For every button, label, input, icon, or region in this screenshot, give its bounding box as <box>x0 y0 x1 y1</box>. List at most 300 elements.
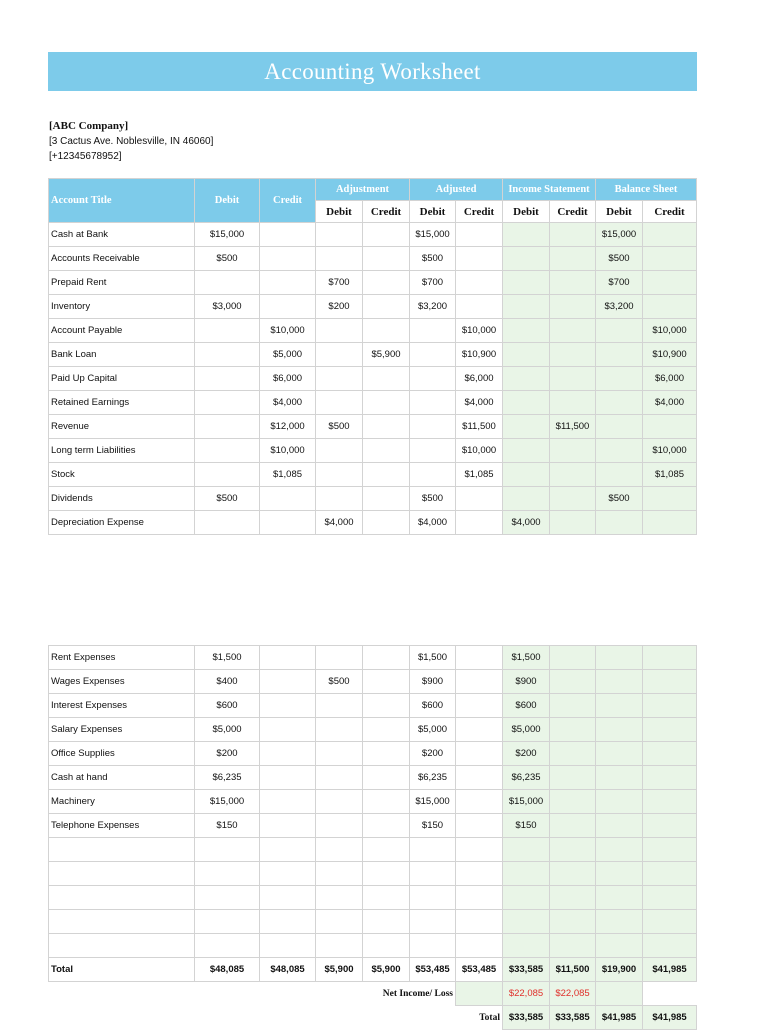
header-balance-sheet: Balance Sheet <box>596 179 697 201</box>
header-debit: Debit <box>195 179 260 223</box>
account-title-cell: Machinery <box>49 790 195 814</box>
amount-cell <box>456 247 503 271</box>
amount-cell: $4,000 <box>260 391 316 415</box>
amount-cell <box>550 487 596 511</box>
amount-cell <box>550 766 596 790</box>
company-phone: [+12345678952] <box>49 151 122 162</box>
amount-cell <box>643 718 697 742</box>
amount-cell <box>550 511 596 535</box>
amount-cell <box>316 838 363 862</box>
amount-cell: $3,000 <box>195 295 260 319</box>
amount-cell: $15,000 <box>410 223 456 247</box>
account-title-cell: Depreciation Expense <box>49 511 195 535</box>
amount-cell <box>456 223 503 247</box>
amount-cell <box>260 814 316 838</box>
total-cell: $11,500 <box>550 958 596 982</box>
amount-cell <box>316 439 363 463</box>
amount-cell <box>260 742 316 766</box>
amount-cell <box>363 814 410 838</box>
amount-cell: $1,500 <box>410 646 456 670</box>
subheader-adjustment-credit: Credit <box>363 201 410 223</box>
amount-cell <box>195 862 260 886</box>
table-row <box>49 742 697 766</box>
table-row <box>49 670 697 694</box>
total-cell: $41,985 <box>643 958 697 982</box>
amount-cell <box>596 439 643 463</box>
amount-cell <box>316 886 363 910</box>
amount-cell <box>195 910 260 934</box>
amount-cell <box>550 223 596 247</box>
amount-cell: $500 <box>596 487 643 511</box>
grand-total-row <box>49 1006 697 1030</box>
amount-cell: $5,000 <box>260 343 316 367</box>
grand-total-label: Total <box>479 1013 500 1024</box>
amount-cell <box>643 790 697 814</box>
amount-cell <box>316 718 363 742</box>
amount-cell <box>316 694 363 718</box>
account-title-cell: Wages Expenses <box>49 670 195 694</box>
amount-cell <box>363 766 410 790</box>
amount-cell <box>363 670 410 694</box>
amount-cell: $6,235 <box>503 766 550 790</box>
amount-cell: $1,085 <box>260 463 316 487</box>
amount-cell <box>260 271 316 295</box>
account-title-cell: Inventory <box>49 295 195 319</box>
amount-cell <box>550 391 596 415</box>
amount-cell <box>503 247 550 271</box>
amount-cell: $700 <box>410 271 456 295</box>
amount-cell <box>363 718 410 742</box>
subheader-adjusted-credit: Credit <box>456 201 503 223</box>
amount-cell <box>643 487 697 511</box>
amount-cell <box>410 463 456 487</box>
amount-cell <box>456 790 503 814</box>
account-title-cell: Interest Expenses <box>49 694 195 718</box>
amount-cell <box>503 295 550 319</box>
amount-cell <box>550 463 596 487</box>
amount-cell <box>643 766 697 790</box>
amount-cell <box>503 838 550 862</box>
company-address: [3 Cactus Ave. Noblesville, IN 46060] <box>49 136 214 147</box>
amount-cell <box>456 694 503 718</box>
amount-cell <box>260 766 316 790</box>
amount-cell <box>550 646 596 670</box>
amount-cell <box>456 295 503 319</box>
amount-cell: $150 <box>503 814 550 838</box>
amount-cell <box>410 439 456 463</box>
amount-cell <box>596 319 643 343</box>
account-title-cell: Rent Expenses <box>49 646 195 670</box>
amount-cell <box>410 343 456 367</box>
amount-cell <box>316 367 363 391</box>
amount-cell: $6,000 <box>643 367 697 391</box>
amount-cell <box>550 319 596 343</box>
amount-cell <box>503 319 550 343</box>
amount-cell: $600 <box>410 694 456 718</box>
amount-cell <box>195 886 260 910</box>
account-title-cell: Salary Expenses <box>49 718 195 742</box>
total-cell: $5,900 <box>316 958 363 982</box>
amount-cell <box>410 838 456 862</box>
worksheet-table-bottom <box>48 645 697 1030</box>
amount-cell <box>410 415 456 439</box>
amount-cell: $150 <box>195 814 260 838</box>
amount-cell <box>456 838 503 862</box>
amount-cell: $15,000 <box>410 790 456 814</box>
amount-cell: $15,000 <box>195 790 260 814</box>
amount-cell <box>503 910 550 934</box>
amount-cell: $4,000 <box>503 511 550 535</box>
amount-cell <box>316 814 363 838</box>
amount-cell <box>363 511 410 535</box>
amount-cell <box>596 511 643 535</box>
amount-cell <box>316 910 363 934</box>
amount-cell: $3,200 <box>596 295 643 319</box>
table-row <box>49 814 697 838</box>
amount-cell <box>363 439 410 463</box>
amount-cell <box>503 391 550 415</box>
amount-cell <box>316 223 363 247</box>
amount-cell <box>363 463 410 487</box>
amount-cell <box>550 271 596 295</box>
account-title-cell: Account Payable <box>49 319 195 343</box>
amount-cell: $4,000 <box>456 391 503 415</box>
amount-cell <box>260 838 316 862</box>
amount-cell <box>316 247 363 271</box>
table-row <box>49 694 697 718</box>
account-title-cell: Prepaid Rent <box>49 271 195 295</box>
amount-cell <box>643 670 697 694</box>
amount-cell <box>550 838 596 862</box>
table-row <box>49 886 697 910</box>
net-income-row <box>49 982 697 1006</box>
amount-cell <box>456 766 503 790</box>
amount-cell <box>643 742 697 766</box>
amount-cell <box>363 319 410 343</box>
amount-cell <box>260 223 316 247</box>
amount-cell <box>195 367 260 391</box>
amount-cell <box>363 790 410 814</box>
account-title-cell: Revenue <box>49 415 195 439</box>
table-row <box>49 487 697 511</box>
amount-cell <box>643 694 697 718</box>
amount-cell <box>503 463 550 487</box>
amount-cell <box>503 886 550 910</box>
amount-cell: $500 <box>410 247 456 271</box>
amount-cell <box>456 511 503 535</box>
amount-cell: $5,000 <box>503 718 550 742</box>
account-title-cell: Telephone Expenses <box>49 814 195 838</box>
amount-cell: $900 <box>410 670 456 694</box>
amount-cell <box>316 742 363 766</box>
amount-cell <box>643 415 697 439</box>
amount-cell <box>316 862 363 886</box>
account-title-cell: Cash at Bank <box>49 223 195 247</box>
table-row <box>49 718 697 742</box>
table-row <box>49 862 697 886</box>
account-title-cell: Retained Earnings <box>49 391 195 415</box>
amount-cell <box>363 415 410 439</box>
amount-cell: $10,000 <box>456 319 503 343</box>
amount-cell <box>316 391 363 415</box>
subheader-adjusted-debit: Debit <box>410 201 456 223</box>
net-income-cell <box>456 982 503 1006</box>
amount-cell <box>260 718 316 742</box>
amount-cell: $500 <box>195 247 260 271</box>
account-title-cell: Bank Loan <box>49 343 195 367</box>
amount-cell <box>596 718 643 742</box>
amount-cell: $15,000 <box>195 223 260 247</box>
amount-cell <box>550 934 596 958</box>
total-cell: $33,585 <box>503 958 550 982</box>
amount-cell <box>643 271 697 295</box>
table-row <box>49 367 697 391</box>
amount-cell <box>195 838 260 862</box>
table-row <box>49 934 697 958</box>
amount-cell <box>363 391 410 415</box>
amount-cell <box>550 670 596 694</box>
account-title-cell: Office Supplies <box>49 742 195 766</box>
amount-cell <box>363 742 410 766</box>
amount-cell: $400 <box>195 670 260 694</box>
amount-cell <box>456 271 503 295</box>
grand-total-cell: $33,585 <box>550 1006 596 1030</box>
amount-cell <box>316 343 363 367</box>
amount-cell <box>456 934 503 958</box>
amount-cell <box>456 814 503 838</box>
amount-cell: $10,000 <box>260 319 316 343</box>
amount-cell <box>456 487 503 511</box>
amount-cell <box>503 223 550 247</box>
account-title-cell <box>49 862 195 886</box>
amount-cell <box>410 886 456 910</box>
amount-cell: $4,000 <box>643 391 697 415</box>
amount-cell <box>596 814 643 838</box>
amount-cell: $10,900 <box>643 343 697 367</box>
amount-cell <box>596 694 643 718</box>
header-account-title: Account Title <box>49 179 195 223</box>
amount-cell <box>550 367 596 391</box>
amount-cell: $600 <box>195 694 260 718</box>
amount-cell <box>596 463 643 487</box>
amount-cell <box>195 343 260 367</box>
amount-cell <box>260 511 316 535</box>
amount-cell <box>503 271 550 295</box>
table-row <box>49 910 697 934</box>
amount-cell: $6,235 <box>195 766 260 790</box>
table-row <box>49 271 697 295</box>
amount-cell: $6,000 <box>456 367 503 391</box>
amount-cell <box>195 415 260 439</box>
amount-cell: $500 <box>316 415 363 439</box>
amount-cell <box>260 247 316 271</box>
amount-cell <box>195 934 260 958</box>
amount-cell <box>596 415 643 439</box>
amount-cell <box>456 886 503 910</box>
account-title-cell <box>49 934 195 958</box>
amount-cell <box>456 646 503 670</box>
table-row <box>49 838 697 862</box>
amount-cell: $200 <box>503 742 550 766</box>
amount-cell <box>260 886 316 910</box>
table-row <box>49 766 697 790</box>
amount-cell: $15,000 <box>503 790 550 814</box>
account-title-cell <box>49 886 195 910</box>
amount-cell <box>550 439 596 463</box>
amount-cell <box>260 910 316 934</box>
amount-cell <box>643 934 697 958</box>
amount-cell: $1,500 <box>503 646 550 670</box>
amount-cell <box>596 646 643 670</box>
header-credit: Credit <box>260 179 316 223</box>
amount-cell <box>316 319 363 343</box>
net-income-cell: $22,085 <box>503 982 550 1006</box>
amount-cell: $500 <box>195 487 260 511</box>
amount-cell <box>550 718 596 742</box>
header-adjustment: Adjustment <box>316 179 410 201</box>
amount-cell <box>596 367 643 391</box>
amount-cell <box>643 838 697 862</box>
amount-cell <box>596 766 643 790</box>
grand-total-cell: $41,985 <box>643 1006 697 1030</box>
amount-cell: $1,085 <box>643 463 697 487</box>
amount-cell <box>260 790 316 814</box>
amount-cell <box>363 862 410 886</box>
amount-cell <box>643 886 697 910</box>
amount-cell <box>410 367 456 391</box>
table-row <box>49 295 697 319</box>
account-title-cell <box>49 910 195 934</box>
amount-cell <box>643 862 697 886</box>
amount-cell <box>316 646 363 670</box>
amount-cell <box>260 295 316 319</box>
grand-total-cell: $33,585 <box>503 1006 550 1030</box>
amount-cell <box>316 463 363 487</box>
amount-cell <box>596 862 643 886</box>
amount-cell <box>316 766 363 790</box>
amount-cell <box>550 343 596 367</box>
amount-cell: $600 <box>503 694 550 718</box>
amount-cell <box>550 694 596 718</box>
amount-cell: $500 <box>410 487 456 511</box>
amount-cell <box>596 742 643 766</box>
amount-cell <box>363 886 410 910</box>
amount-cell <box>550 295 596 319</box>
amount-cell <box>363 910 410 934</box>
amount-cell <box>316 487 363 511</box>
amount-cell <box>410 391 456 415</box>
table-row <box>49 463 697 487</box>
amount-cell <box>456 862 503 886</box>
amount-cell: $700 <box>596 271 643 295</box>
table-row <box>49 391 697 415</box>
amount-cell <box>195 271 260 295</box>
amount-cell <box>260 694 316 718</box>
amount-cell: $200 <box>410 742 456 766</box>
subheader-income-credit: Credit <box>550 201 596 223</box>
subheader-balance-credit: Credit <box>643 201 697 223</box>
amount-cell <box>363 694 410 718</box>
amount-cell <box>260 862 316 886</box>
account-title-cell: Long term Liabilities <box>49 439 195 463</box>
subheader-adjustment-debit: Debit <box>316 201 363 223</box>
amount-cell: $11,500 <box>456 415 503 439</box>
amount-cell <box>195 511 260 535</box>
amount-cell <box>456 910 503 934</box>
amount-cell: $10,000 <box>643 319 697 343</box>
amount-cell: $200 <box>316 295 363 319</box>
amount-cell <box>363 934 410 958</box>
amount-cell <box>316 934 363 958</box>
table-row <box>49 511 697 535</box>
amount-cell: $900 <box>503 670 550 694</box>
amount-cell <box>316 790 363 814</box>
net-income-cell: $22,085 <box>550 982 596 1006</box>
amount-cell <box>363 271 410 295</box>
total-cell: $48,085 <box>195 958 260 982</box>
amount-cell <box>195 463 260 487</box>
amount-cell <box>195 319 260 343</box>
table-row <box>49 646 697 670</box>
amount-cell: $6,235 <box>410 766 456 790</box>
total-cell: $5,900 <box>363 958 410 982</box>
amount-cell <box>363 223 410 247</box>
account-title-cell: Dividends <box>49 487 195 511</box>
amount-cell <box>596 670 643 694</box>
net-income-label: Net Income/ Loss <box>382 989 453 1000</box>
total-cell: $53,485 <box>456 958 503 982</box>
amount-cell: $1,085 <box>456 463 503 487</box>
worksheet-title: Accounting Worksheet <box>48 52 697 91</box>
amount-cell <box>363 247 410 271</box>
amount-cell <box>596 790 643 814</box>
amount-cell <box>550 886 596 910</box>
amount-cell: $4,000 <box>316 511 363 535</box>
amount-cell <box>363 646 410 670</box>
amount-cell: $4,000 <box>410 511 456 535</box>
amount-cell <box>503 415 550 439</box>
amount-cell: $12,000 <box>260 415 316 439</box>
amount-cell <box>410 910 456 934</box>
amount-cell <box>596 910 643 934</box>
amount-cell <box>596 391 643 415</box>
amount-cell <box>643 295 697 319</box>
account-title-cell: Accounts Receivable <box>49 247 195 271</box>
amount-cell: $15,000 <box>596 223 643 247</box>
amount-cell <box>596 886 643 910</box>
amount-cell <box>550 862 596 886</box>
amount-cell <box>456 718 503 742</box>
company-info <box>49 119 213 164</box>
amount-cell <box>643 814 697 838</box>
table-row <box>49 790 697 814</box>
amount-cell <box>456 742 503 766</box>
subheader-income-debit: Debit <box>503 201 550 223</box>
amount-cell <box>260 646 316 670</box>
amount-cell: $10,000 <box>643 439 697 463</box>
amount-cell: $500 <box>596 247 643 271</box>
amount-cell <box>503 862 550 886</box>
amount-cell <box>503 934 550 958</box>
amount-cell <box>596 343 643 367</box>
header-income-statement: Income Statement <box>503 179 596 201</box>
total-cell: $48,085 <box>260 958 316 982</box>
amount-cell <box>503 343 550 367</box>
amount-cell <box>550 742 596 766</box>
account-title-cell <box>49 838 195 862</box>
amount-cell <box>456 670 503 694</box>
amount-cell <box>260 670 316 694</box>
